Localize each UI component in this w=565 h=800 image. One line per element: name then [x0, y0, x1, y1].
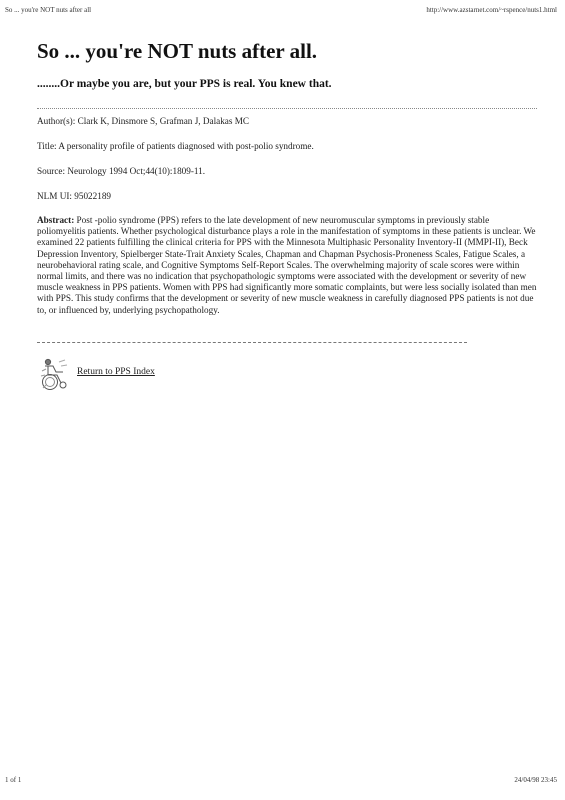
page-content [37, 38, 537, 393]
citation-authors: Author(s): Clark K, Dinsmore S, Grafman J, Dalakas MC [37, 116, 250, 126]
page-subtitle: ........Or maybe you are, but your PPS is real. You knew that. [37, 78, 332, 90]
divider-bottom [37, 342, 467, 343]
citation-title: Title: A personality profile of patients diagnosed with post-polio syndrome. [37, 141, 314, 151]
print-header-url: http://www.azstarnet.com/~rspence/nuts1.html [426, 6, 557, 14]
abstract-label: Abstract: [37, 215, 75, 225]
print-footer-timestamp: 24/04/98 23:45 [514, 776, 557, 784]
return-to-pps-index-link[interactable]: Return to PPS Index [77, 366, 155, 377]
print-footer-page-count: 1 of 1 [5, 776, 22, 784]
citation-source: Source: Neurology 1994 Oct;44(10):1809-11. [37, 166, 206, 176]
print-footer [5, 776, 557, 788]
print-header-page-title: So ... you're NOT nuts after all [5, 6, 92, 14]
divider-top [37, 108, 537, 109]
abstract-text: Post -polio syndrome (PPS) refers to the late development of new neuromuscular symptoms in previously stable poliomyelitis patients. Whether psychological disturbance plays a role in the manifestation of symptoms in these patients is unclear. We examined 22 patients fulfilling the clinical criteria for PPS with the Minnesota Multiphasic Personality Inventory-II (MMPI-II), Beck Depression Inventory, Spielberger State-Trait Anxiety Scales, Chapman and Chapman Psychosis-Proneness Scales, Fatigue Scales, a neurobehavioral rating scale, and Cognitive Symptoms Self-Report Scales. The overwhelming majority of scale scores were within normal limits, and there was no indication that psychopathologic symptoms were associated with the development or severity of new muscle weakness in PPS patients. Women with PPS had significantly more somatic complaints, but were less socially isolated than men with PPS. This study confirms that the development or severity of new muscle weakness in carefully diagnosed PPS patients is not due to, or influenced by, underlying psychopathology. [37, 215, 537, 315]
print-header [5, 6, 557, 18]
polio-wheelchair-icon[interactable] [39, 357, 71, 393]
citation-nlm-ui: NLM UI: 95022189 [37, 191, 112, 201]
return-navigation [37, 357, 537, 393]
page-title: So ... you're NOT nuts after all. [37, 39, 318, 63]
abstract [37, 215, 537, 316]
